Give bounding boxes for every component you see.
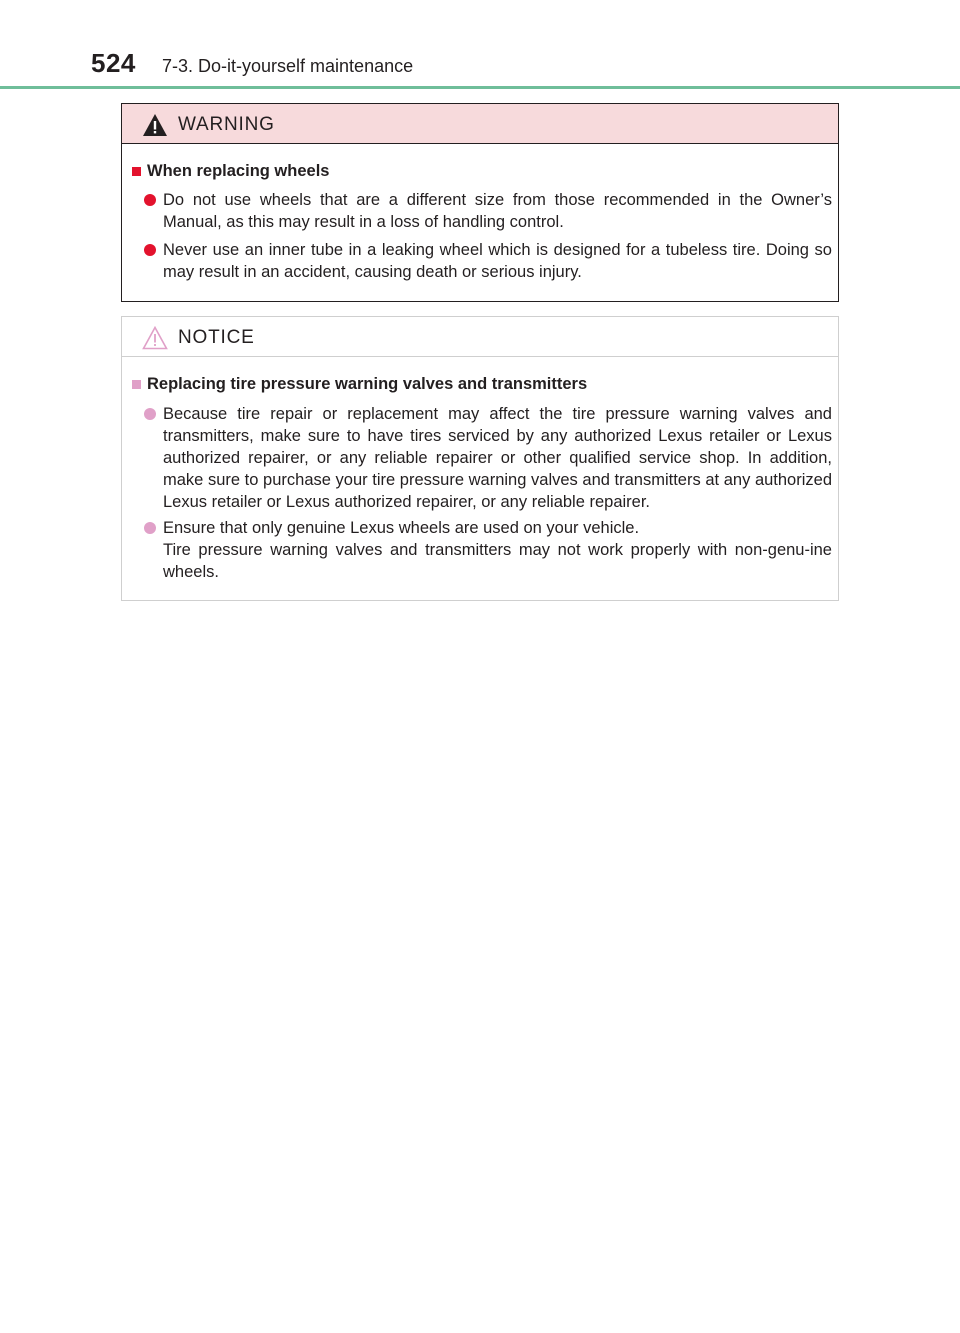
warning-triangle-icon bbox=[142, 113, 168, 137]
page-number: 524 bbox=[91, 48, 136, 78]
square-bullet-icon bbox=[132, 380, 141, 389]
caution-triangle-icon bbox=[142, 326, 168, 350]
list-item bbox=[144, 403, 832, 513]
bullet-dot-icon bbox=[144, 244, 156, 256]
bullet-dot-icon bbox=[144, 194, 156, 206]
warning-subheading-text: When replacing wheels bbox=[147, 162, 330, 180]
list-item-text: Never use an inner tube in a leaking wheel which is designed for a tubeless tire. Doing so may result in an accident, causing death or serious injury. bbox=[163, 241, 832, 281]
notice-subheading bbox=[132, 375, 587, 394]
section-title: 7-3. Do-it-yourself maintenance bbox=[162, 56, 414, 76]
warning-box bbox=[121, 103, 839, 302]
list-item bbox=[144, 517, 832, 583]
list-item-text: Because tire repair or replacement may affect the tire pressure warning valves and transmitters, make sure to have tires serviced by any authorized Lexus retailer or Lexus authorized repairer, or any reliable repairer or other qualified service shop. In addition, make sure to purchase your tire pressure warning valves and transmitters at any authorized Lexus retailer or Lexus authorized repairer, or any reliable repairer. bbox=[163, 405, 832, 511]
header-divider bbox=[0, 86, 960, 89]
notice-label: NOTICE bbox=[178, 327, 255, 348]
bullet-dot-icon bbox=[144, 522, 156, 534]
notice-header bbox=[122, 317, 838, 357]
list-item-text: Tire pressure warning valves and transmitters may not work properly with non-genu-ine wheels. bbox=[163, 541, 832, 581]
list-item bbox=[144, 189, 832, 233]
page-header bbox=[0, 0, 960, 90]
notice-box bbox=[121, 316, 839, 601]
list-item-text: Ensure that only genuine Lexus wheels are used on your vehicle. bbox=[163, 519, 640, 537]
warning-subheading bbox=[132, 162, 329, 181]
bullet-dot-icon bbox=[144, 408, 156, 420]
warning-header bbox=[122, 104, 838, 144]
warning-label: WARNING bbox=[178, 114, 275, 135]
notice-subheading-text: Replacing tire pressure warning valves and transmitters bbox=[147, 375, 588, 393]
list-item-text: Do not use wheels that are a different size from those recommended in the Owner’s Manual, as this may result in a loss of handling control. bbox=[163, 191, 832, 231]
square-bullet-icon bbox=[132, 167, 141, 176]
list-item bbox=[144, 239, 832, 283]
